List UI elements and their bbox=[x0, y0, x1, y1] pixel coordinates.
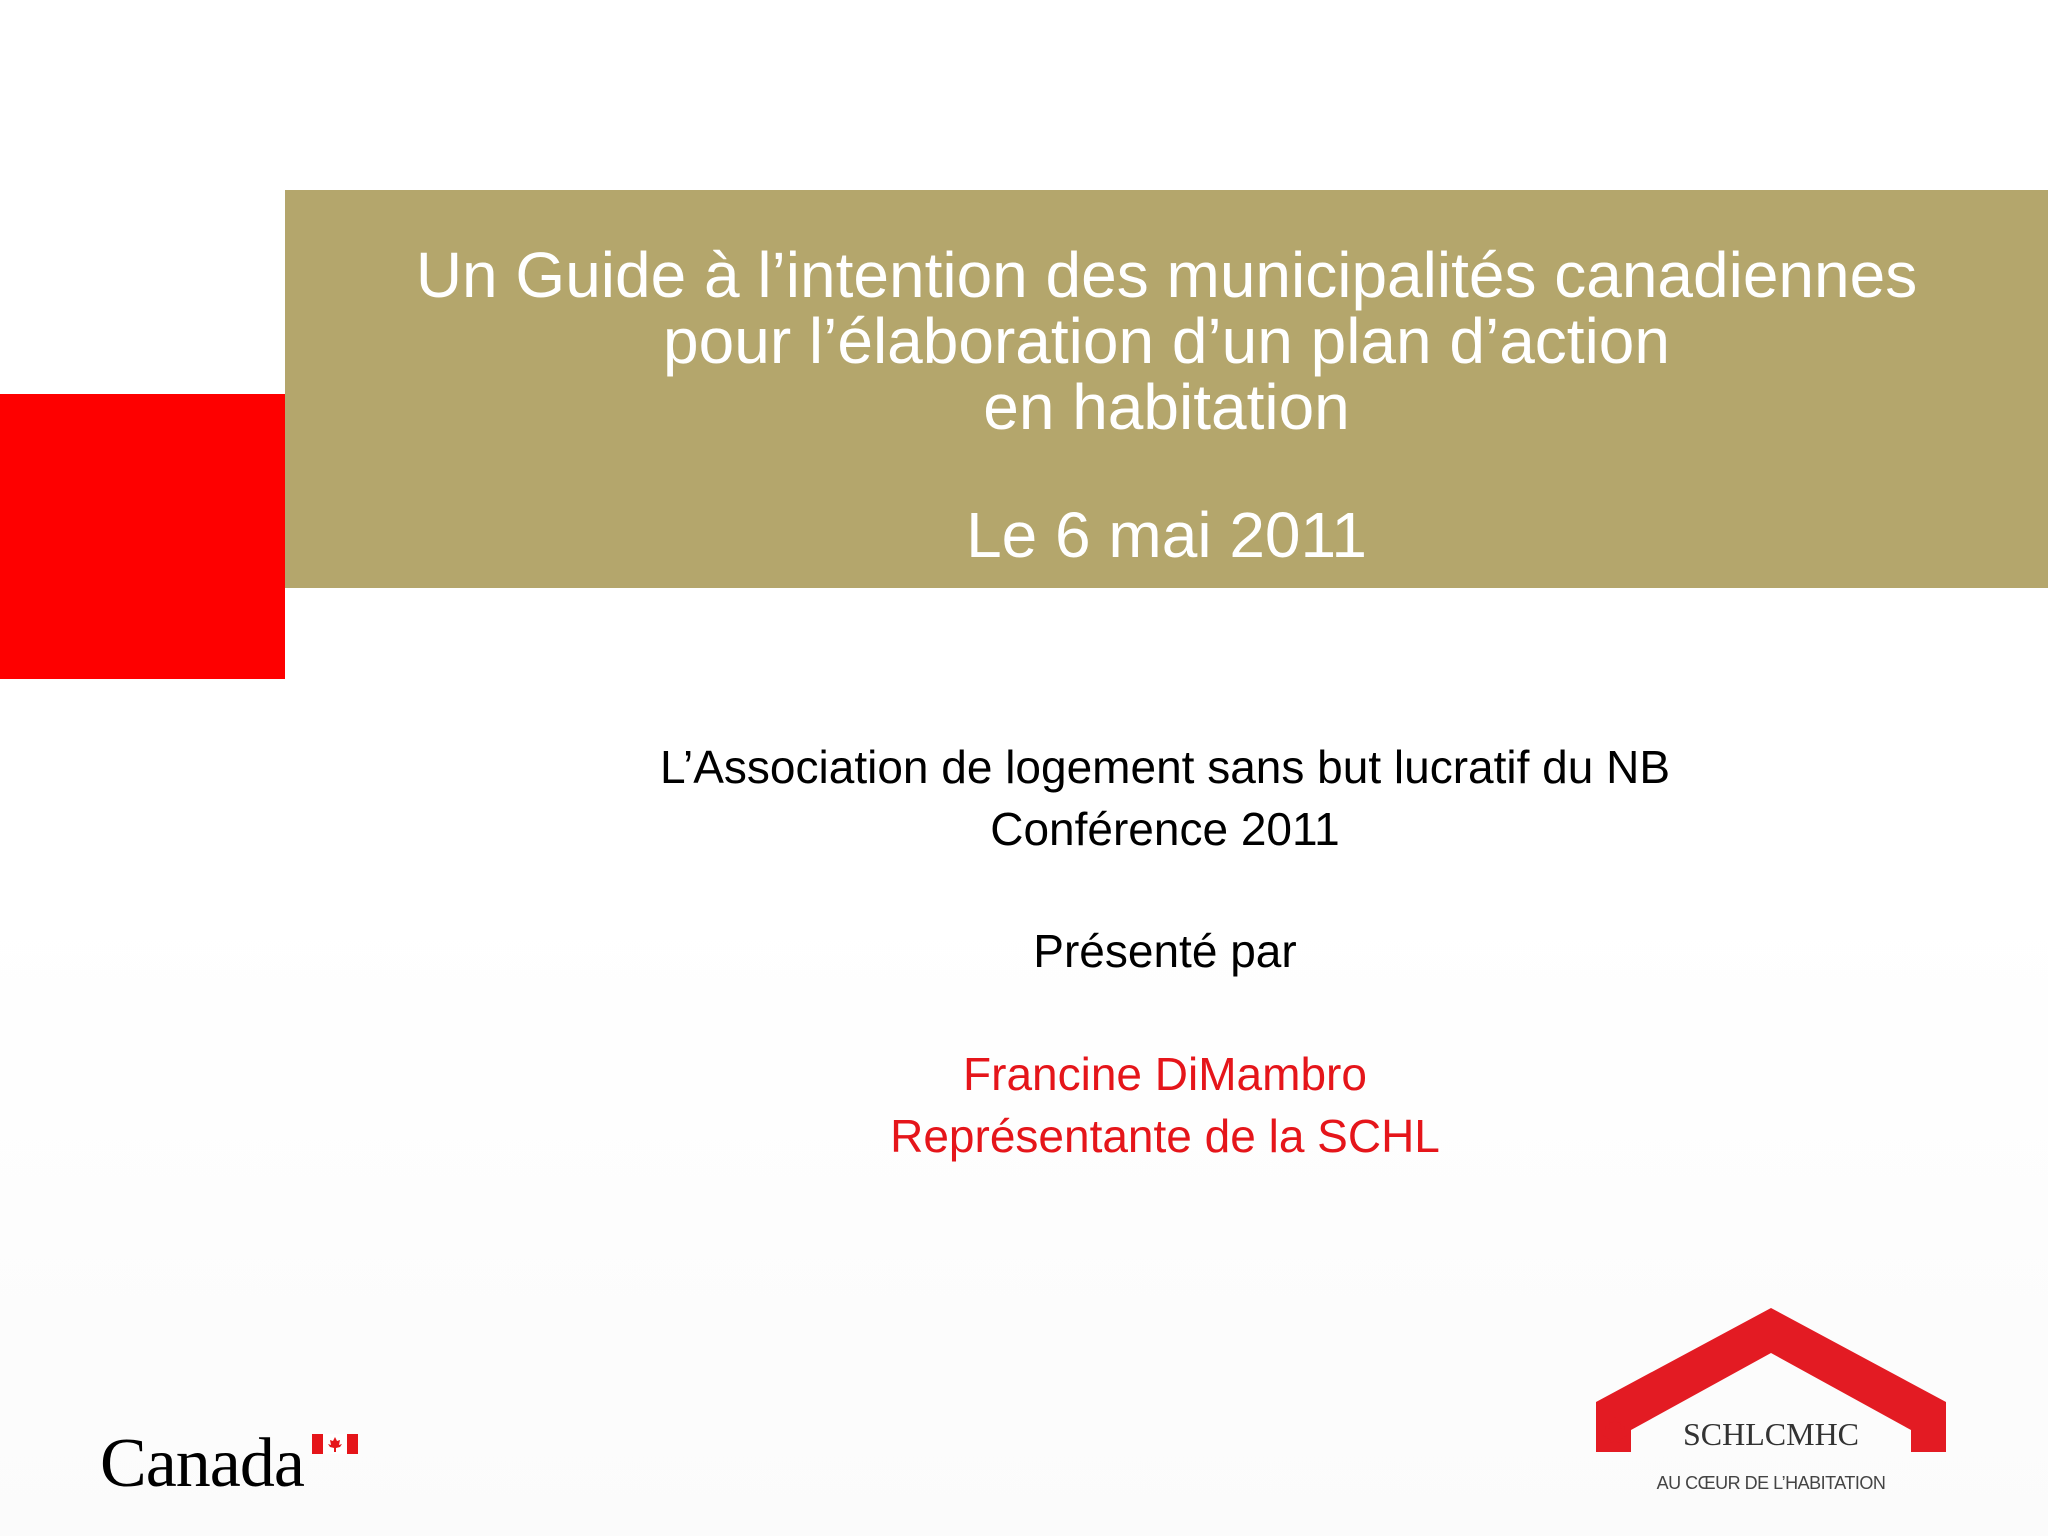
title-date: Le 6 mai 2011 bbox=[966, 499, 1367, 571]
title-line: en habitation bbox=[983, 371, 1350, 443]
title-line: Un Guide à l’intention des municipalités canadiennes bbox=[415, 239, 1918, 311]
cmhc-tagline: AU CŒUR DE L’HABITATION bbox=[1656, 1473, 1886, 1493]
title-band bbox=[285, 190, 2048, 588]
slide-title bbox=[285, 239, 2048, 443]
red-accent-block bbox=[0, 394, 285, 679]
organization-name: L’Association de logement sans but lucratif du NB bbox=[659, 741, 1671, 793]
canada-wordmark-text: Canada bbox=[100, 1425, 304, 1502]
canada-wordmark-logo bbox=[100, 1424, 360, 1504]
presenter-name: Francine DiMambro bbox=[963, 1048, 1367, 1100]
presented-by-label: Présenté par bbox=[1033, 925, 1297, 977]
cmhc-names bbox=[1596, 1416, 1946, 1452]
presenter-role: Représentante de la SCHL bbox=[890, 1110, 1440, 1162]
schl-name: SCHL bbox=[1682, 1416, 1765, 1452]
organization-block bbox=[565, 736, 1765, 860]
title-line: pour l’élaboration d’un plan d’action bbox=[663, 305, 1670, 377]
maple-leaf-icon bbox=[1600, 1416, 1630, 1446]
cmhc-name: CMHC bbox=[1764, 1416, 1860, 1452]
conference-name: Conférence 2011 bbox=[990, 803, 1340, 855]
cmhc-logo bbox=[1596, 1306, 1946, 1502]
presenter-block bbox=[565, 1043, 1765, 1167]
canada-flag-icon bbox=[312, 1434, 358, 1454]
